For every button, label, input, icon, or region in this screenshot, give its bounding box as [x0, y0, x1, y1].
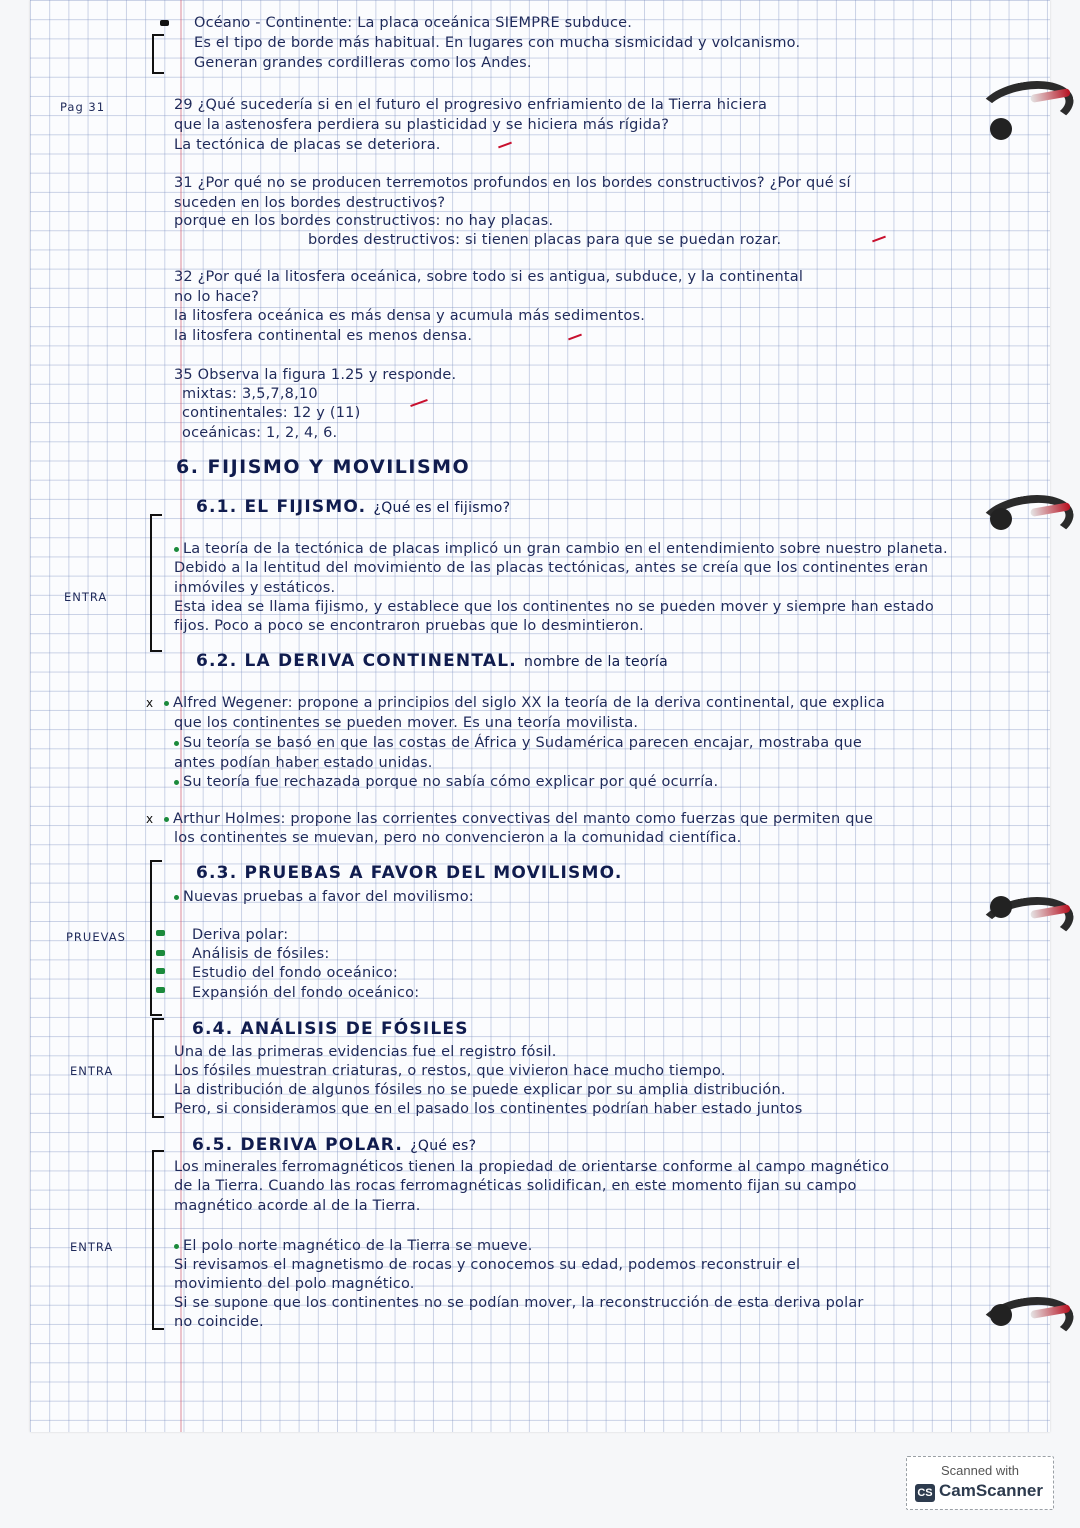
margin-tag: ENTRA: [70, 1240, 114, 1254]
list-item: Análisis de fósiles:: [192, 946, 330, 962]
page-reference: Pag 31: [60, 100, 106, 114]
note-line: los continentes se muevan, pero no convencieron a la comunidad científica.: [174, 830, 742, 846]
note-line: [174, 734, 862, 753]
note-line: Generan grandes cordilleras como los Andes.: [194, 55, 532, 71]
note-line: Pero, si consideramos que en el pasado los continentes podrían haber estado juntos: [174, 1101, 803, 1117]
question-35: 35 Observa la figura 1.25 y responde.: [174, 367, 457, 383]
note-line: [164, 694, 885, 713]
question-29-cont: que la astenosfera perdiera su plasticidad y se hiciera más rígida?: [174, 117, 670, 133]
note-text: El polo norte magnético de la Tierra se mueve.: [183, 1238, 533, 1254]
note-line: que los continentes se pueden mover. Es una teoría movilista.: [174, 715, 639, 731]
note-text: Su teoría fue rechazada porque no sabía cómo explicar por qué ocurría.: [183, 774, 719, 790]
binder-hole: [990, 1304, 1012, 1326]
list-bullet: [156, 930, 165, 936]
note-line: [174, 540, 948, 559]
margin-tag: ENTRA: [64, 590, 108, 604]
subsection-heading: [192, 1136, 476, 1156]
binder-hole: [990, 118, 1012, 140]
note-text: Alfred Wegener: propone a principios del siglo XX la teoría de la deriva continental, que explica: [173, 695, 885, 711]
answer-31-cont: bordes destructivos: si tienen placas para que se puedan rozar.: [308, 232, 782, 248]
note-line: [164, 810, 873, 829]
note-line: Si se supone que los continentes no se podían mover, la reconstrucción de esta deriva polar: [174, 1295, 864, 1311]
question-32: 32 ¿Por qué la litosfera oceánica, sobre todo si es antigua, subduce, y la continental: [174, 269, 804, 285]
note-line: inmóviles y estáticos.: [174, 580, 336, 596]
note-text: Nuevas pruebas a favor del movilismo:: [183, 889, 474, 905]
block-bullet: [160, 20, 169, 26]
subsection-heading: [196, 652, 668, 672]
bracket: [152, 1150, 164, 1330]
answer-mixtas: mixtas: 3,5,7,8,10: [182, 386, 318, 402]
subsection-title: 6.5. DERIVA POLAR.: [192, 1135, 404, 1155]
subsection-question: ¿Qué es el fijismo?: [373, 500, 511, 516]
answer-32: la litosfera oceánica es más densa y acumula más sedimentos.: [174, 308, 646, 324]
list-bullet: [156, 987, 165, 993]
section-heading: 6. FIJISMO Y MOVILISMO: [176, 456, 471, 478]
binder-hole: [990, 896, 1012, 918]
subsection-title: 6.1. EL FIJISMO.: [196, 497, 367, 517]
subsection-heading: 6.4. ANÁLISIS DE FÓSILES: [192, 1019, 469, 1039]
note-line: Esta idea se llama fijismo, y establece que los continentes no se pueden mover y siempre han estado: [174, 599, 934, 615]
subsection-note: nombre de la teoría: [524, 654, 668, 670]
note-line: Los fósiles muestran criaturas, o restos, que vivieron hace mucho tiempo.: [174, 1063, 726, 1079]
answer-oceanicas: oceánicas: 1, 2, 4, 6.: [182, 425, 338, 441]
bracket: [150, 514, 162, 652]
binder-hole: [990, 508, 1012, 530]
subsection-title: 6.2. LA DERIVA CONTINENTAL.: [196, 651, 517, 671]
x-mark: x: [146, 696, 154, 710]
margin-tag: ENTRA: [70, 1064, 114, 1078]
subsection-question: ¿Qué es?: [410, 1138, 477, 1154]
answer-32-cont: la litosfera continental es menos densa.: [174, 328, 473, 344]
camscanner-watermark: [906, 1456, 1054, 1510]
note-line: Es el tipo de borde más habitual. En lugares con mucha sismicidad y volcanismo.: [194, 35, 801, 51]
note-line: Océano - Continente: La placa oceánica SIEMPRE subduce.: [194, 15, 633, 31]
note-line: [174, 773, 718, 792]
note-line: movimiento del polo magnético.: [174, 1276, 415, 1292]
note-line: La distribución de algunos fósiles no se puede explicar por su amplia distribución.: [174, 1082, 786, 1098]
note-line: antes podían haber estado unidas.: [174, 755, 433, 771]
note-text: Arthur Holmes: propone las corrientes convectivas del manto como fuerzas que permiten que: [173, 811, 874, 827]
list-item: Estudio del fondo oceánico:: [192, 965, 398, 981]
bracket: [152, 1018, 164, 1118]
question-31-cont: suceden en los bordes destructivos?: [174, 195, 446, 211]
note-text: La teoría de la tectónica de placas implicó un gran cambio en el entendimiento sobre nuestro planeta.: [183, 541, 948, 557]
note-line: [174, 888, 474, 907]
watermark-brand: CamScanner: [939, 1481, 1043, 1500]
camscanner-logo-icon: CS: [915, 1484, 935, 1502]
list-bullet: [156, 950, 165, 956]
answer-31: porque en los bordes constructivos: no hay placas.: [174, 213, 554, 229]
question-32-cont: no lo hace?: [174, 289, 260, 305]
note-line: [174, 1237, 533, 1256]
list-item: Deriva polar:: [192, 927, 289, 943]
watermark-label: Scanned with: [940, 1463, 1020, 1478]
note-text: Su teoría se basó en que las costas de África y Sudamérica parecen encajar, mostraba que: [183, 735, 863, 751]
question-29: 29 ¿Qué sucedería si en el futuro el progresivo enfriamiento de la Tierra hiciera: [174, 97, 768, 113]
x-mark: x: [146, 812, 154, 826]
subsection-heading: [196, 498, 510, 518]
list-bullet: [156, 968, 165, 974]
question-31: 31 ¿Por qué no se producen terremotos profundos en los bordes constructivos? ¿Por qué sí: [174, 175, 851, 191]
list-item: Expansión del fondo oceánico:: [192, 985, 420, 1001]
answer-29: La tectónica de placas se deteriora.: [174, 137, 441, 153]
subsection-heading: 6.3. PRUEBAS A FAVOR DEL MOVILISMO.: [196, 863, 623, 883]
margin-tag: PRUEVAS: [66, 930, 126, 944]
note-line: fijos. Poco a poco se encontraron pruebas que lo desmintieron.: [174, 618, 644, 634]
note-line: de la Tierra. Cuando las rocas ferromagnéticas solidifican, en este momento fijan su campo: [174, 1178, 857, 1194]
note-line: Una de las primeras evidencias fue el registro fósil.: [174, 1044, 557, 1060]
note-line: magnético acorde al de la Tierra.: [174, 1198, 421, 1214]
bracket: [152, 34, 164, 74]
note-line: Debido a la lentitud del movimiento de las placas tectónicas, antes se creía que los continentes eran: [174, 560, 929, 576]
note-line: Si revisamos el magnetismo de rocas y conocemos su edad, podemos reconstruir el: [174, 1257, 801, 1273]
note-line: Los minerales ferromagnéticos tienen la propiedad de orientarse conforme al campo magnético: [174, 1159, 890, 1175]
answer-continentales: continentales: 12 y (11): [182, 405, 361, 421]
note-line: no coincide.: [174, 1314, 264, 1330]
